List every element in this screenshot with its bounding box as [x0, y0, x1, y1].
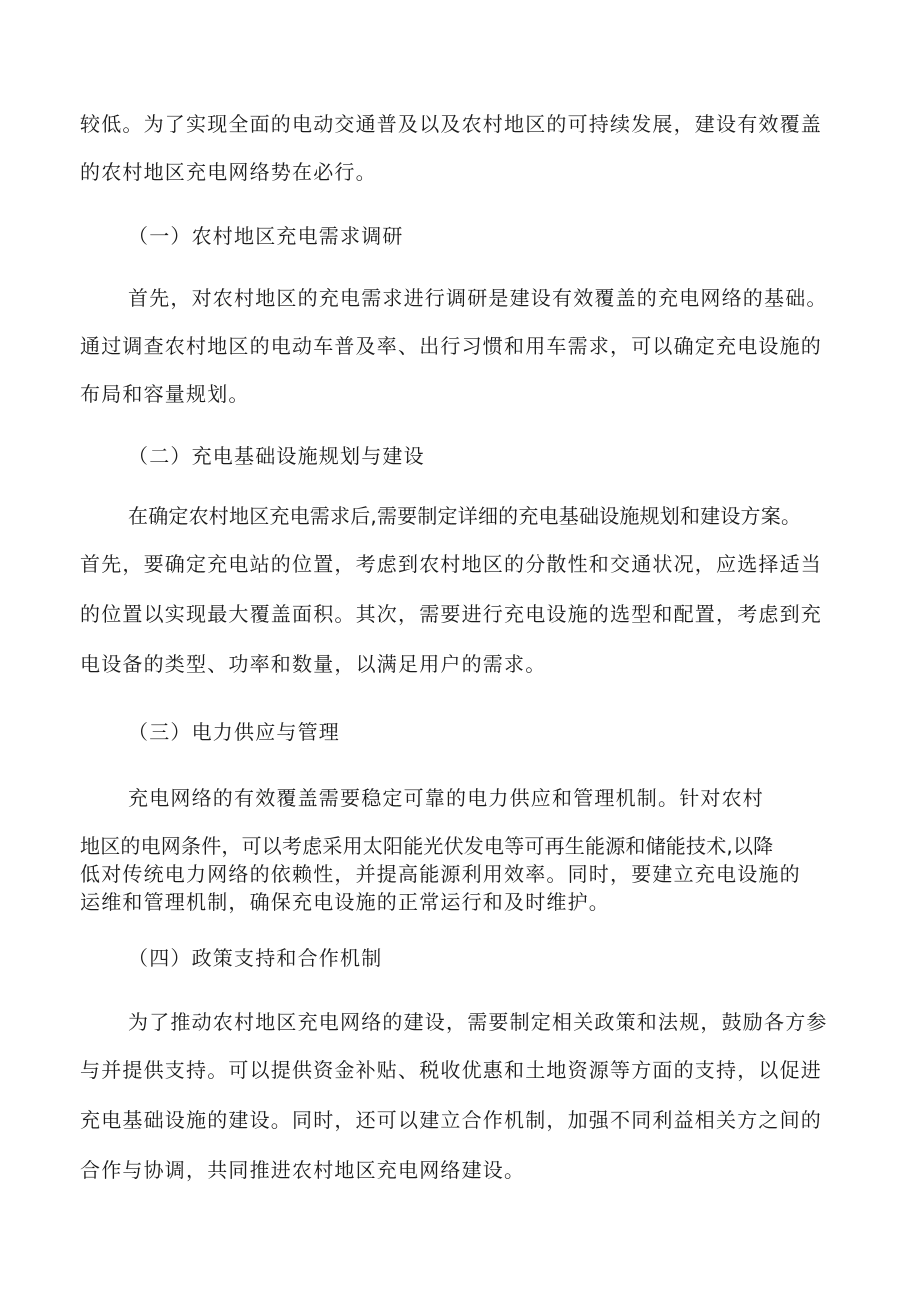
section-4-line-3: 充电基础设施的建设。同时，还可以建立合作机制，加强不同利益相关方之间的 [80, 1108, 822, 1132]
section-1-line-2: 通过调查农村地区的电动车普及率、出行习惯和用车需求，可以确定充电设施的 [80, 334, 822, 358]
intro-line-2: 的农村地区充电网络势在必行。 [80, 160, 377, 184]
section-1-heading: （一）农村地区充电需求调研 [128, 224, 404, 248]
section-4-line-1: 为了推动农村地区充电网络的建设，需要制定相关政策和法规，鼓励各方参 [128, 1010, 828, 1034]
section-2-line-3: 的位置以实现最大覆盖面积。其次，需要进行充电设施的选型和配置，考虑到充 [80, 602, 822, 626]
section-3-line-1: 充电网络的有效覆盖需要稳定可靠的电力供应和管理机制。针对农村 [128, 786, 764, 810]
section-1-line-1: 首先，对农村地区的充电需求进行调研是建设有效覆盖的充电网络的基础。 [128, 286, 828, 310]
section-2-line-1: 在确定农村地区充电需求后,需要制定详细的充电基础设施规划和建设方案。 [128, 504, 802, 528]
intro-line-1: 较低。为了实现全面的电动交通普及以及农村地区的可持续发展，建设有效覆盖 [80, 112, 822, 136]
section-2-line-2: 首先，要确定充电站的位置，考虑到农村地区的分散性和交通状况，应选择适当 [80, 552, 822, 576]
section-3-line-4: 运维和管理机制，确保充电设施的正常运行和及时维护。 [80, 890, 610, 914]
section-2-heading: （二）充电基础设施规划与建设 [128, 444, 425, 468]
section-4-heading: （四）政策支持和合作机制 [128, 946, 383, 970]
section-4-line-4: 合作与协调，共同推进农村地区充电网络建设。 [80, 1158, 526, 1182]
section-3-line-3: 低对传统电力网络的依赖性，并提高能源利用效率。同时，要建立充电设施的 [80, 862, 801, 886]
section-4-line-2: 与并提供支持。可以提供资金补贴、税收优惠和土地资源等方面的支持，以促进 [80, 1058, 822, 1082]
section-3-heading: （三）电力供应与管理 [128, 720, 340, 744]
section-1-line-3: 布局和容量规划。 [80, 382, 250, 406]
section-2-line-4: 电设备的类型、功率和数量，以满足用户的需求。 [80, 652, 547, 676]
section-3-line-2: 地区的电网条件，可以考虑采用太阳能光伏发电等可再生能源和储能技术,以降 [80, 834, 774, 858]
